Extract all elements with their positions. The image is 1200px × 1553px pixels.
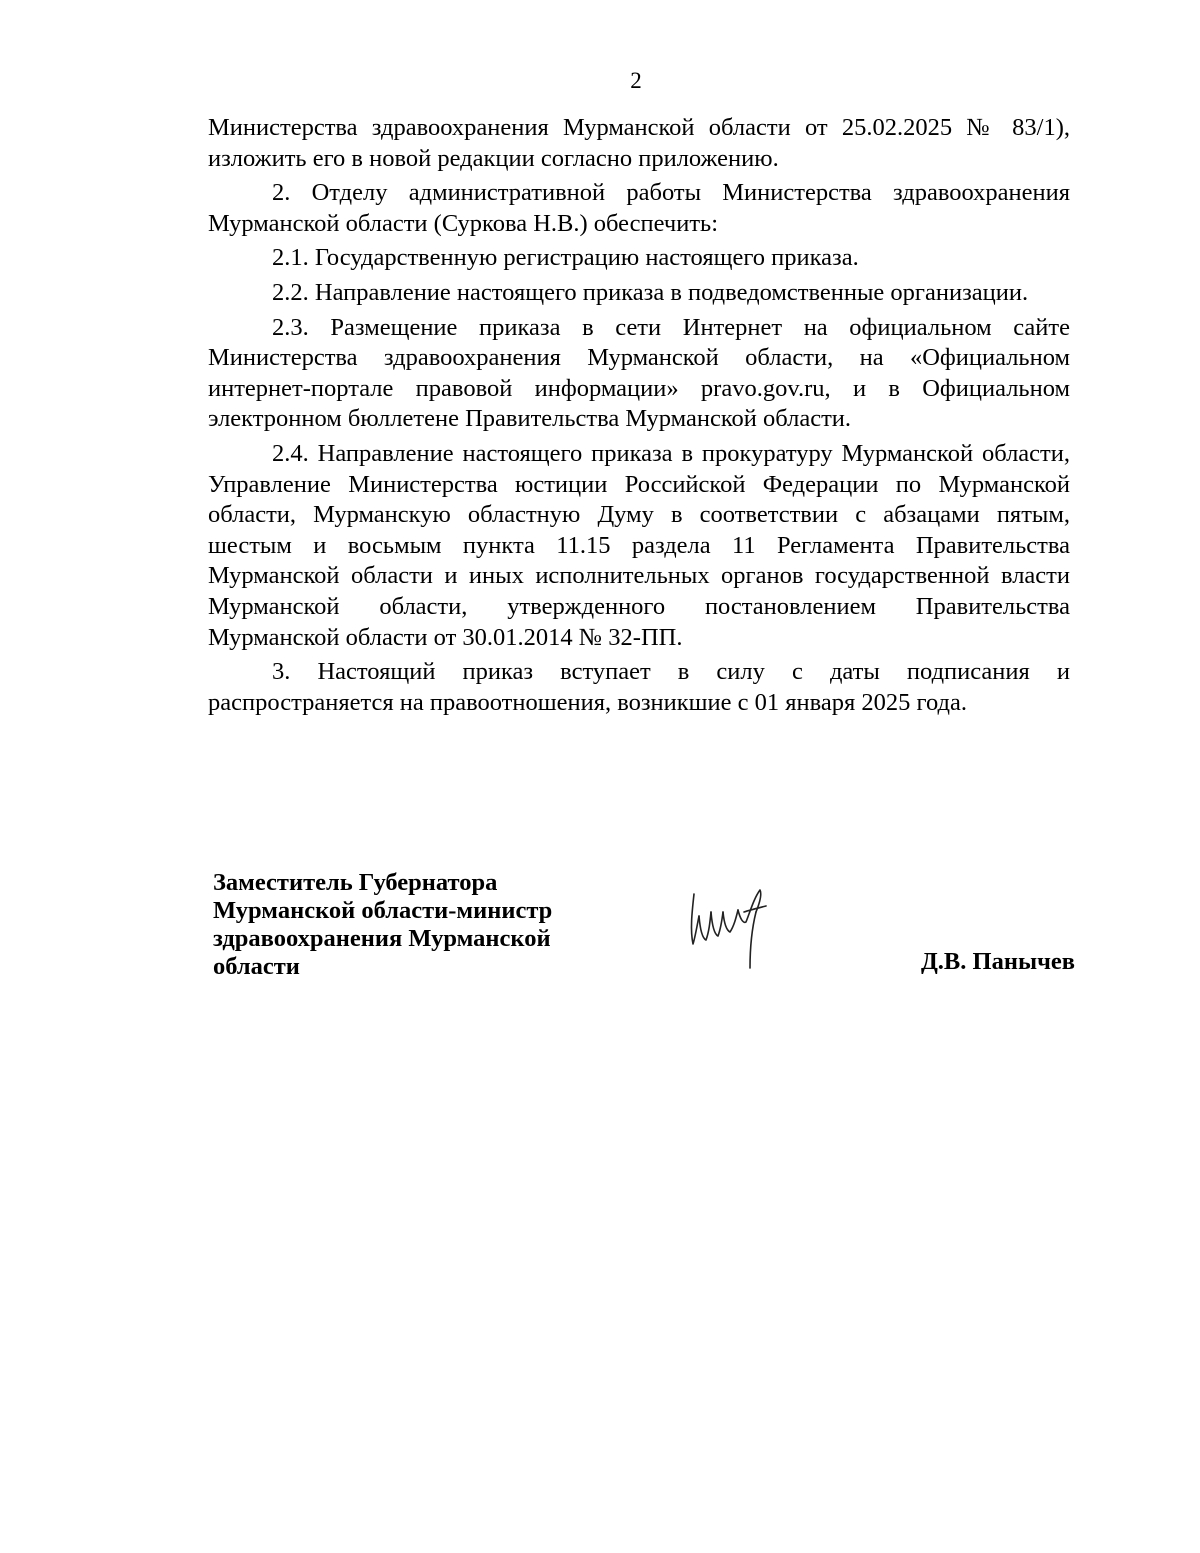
document-body: [208, 113, 1070, 718]
paragraph-item-2: 2. Отделу административной работы Министерства здравоохранения Мурманской области (Суркова Н.В.) обеспечить:: [208, 179, 1070, 237]
paragraph-item-2-4: 2.4. Направление настоящего приказа в прокуратуру Мурманской области, Управление Министерства юстиции Российской Федерации по Мурманской области, Мурманскую областную Думу в соответствии с абзацами пятым, шестым и восьмым пункта 11.15 раздела 11 Регламента Правительства Мурманской области и иных исполнительных органов государственной власти Мурманской области, утвержденного постановлением Правительства Мурманской области от 30.01.2014 № 32-ПП.: [208, 439, 1070, 651]
paragraph-item-2-2: 2.2. Направление настоящего приказа в подведомственные организации.: [272, 278, 1029, 306]
page-number: 2: [630, 68, 642, 93]
signer-position-line: области: [213, 953, 300, 980]
signer-position-line: Заместитель Губернатора: [213, 869, 498, 896]
signer-position-line: Мурманской области-министр: [213, 897, 553, 924]
signer-name: Д.В. Панычев: [920, 948, 1075, 975]
paragraph-item-3: 3. Настоящий приказ вступает в силу с даты подписания и распространяется на правоотношения, возникшие с 01 января 2025 года.: [208, 658, 1070, 716]
signer-position-line: здравоохранения Мурманской: [213, 925, 551, 952]
paragraph-continuation: Министерства здравоохранения Мурманской области от 25.02.2025 № 83/1), изложить его в новой редакции согласно приложению.: [208, 114, 1070, 172]
paragraph-item-2-3: 2.3. Размещение приказа в сети Интернет на официальном сайте Министерства здравоохранения Мурманской области, на «Официальном интернет-портале правовой информации» pravo.gov.ru, и в Официальном электронном бюллетене Правительства Мурманской области.: [208, 313, 1070, 433]
handwritten-signature: [680, 882, 790, 980]
paragraph-item-2-1: 2.1. Государственную регистрацию настоящего приказа.: [272, 244, 859, 272]
signer-position: [213, 869, 613, 981]
